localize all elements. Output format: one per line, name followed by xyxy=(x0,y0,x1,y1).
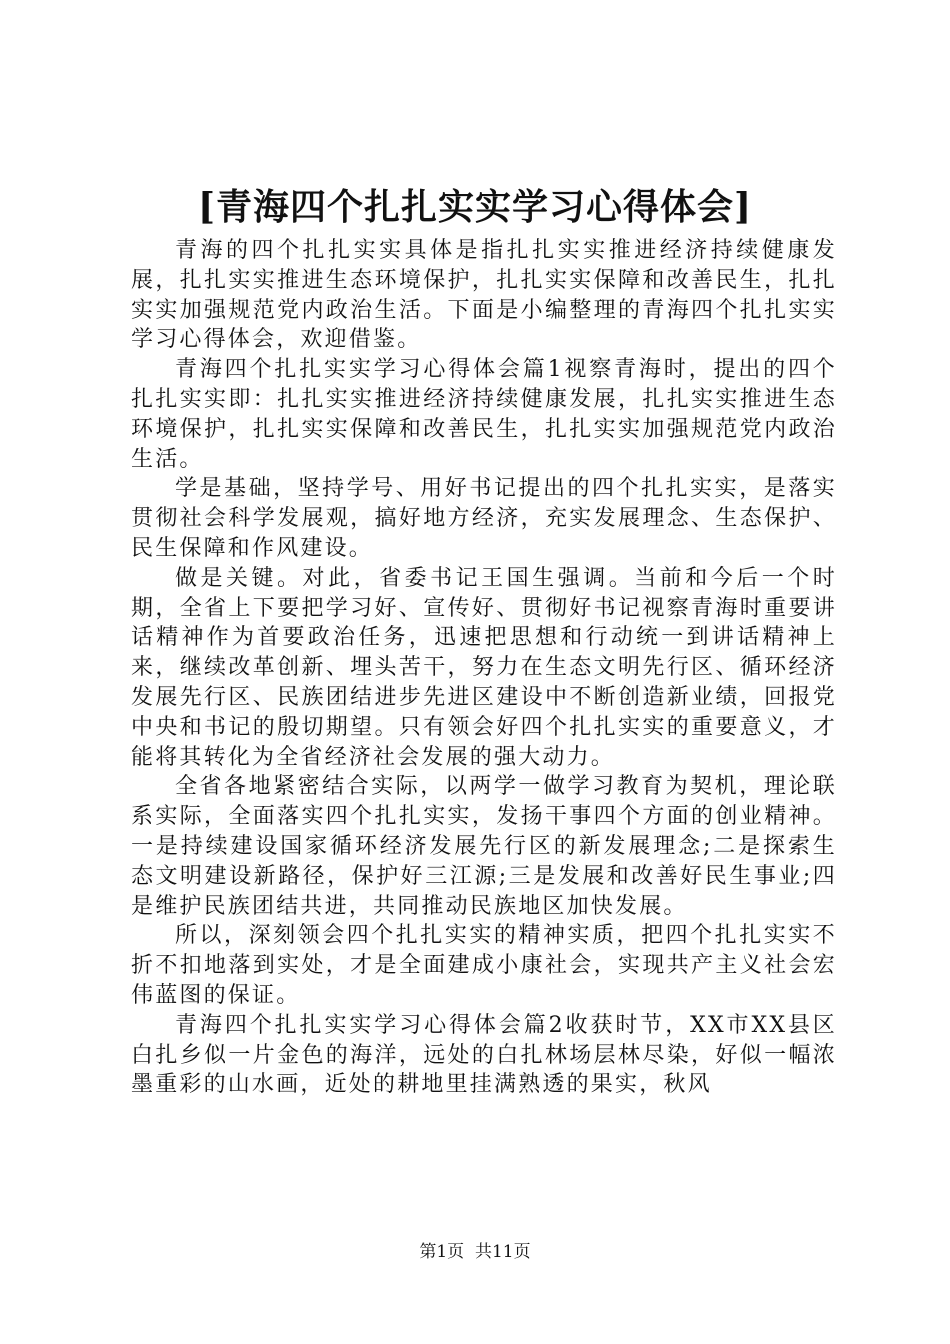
paragraph-6: 所以，深刻领会四个扎扎实实的精神实质，把四个扎扎实实不折不扣地落到实处，才是全面建成小康社会，实现共产主义社会宏伟蓝图的保证。 xyxy=(131,923,837,1008)
paragraph-7: 青海四个扎扎实实学习心得体会篇2收获时节，XX市XX县区白扎乡似一片金色的海洋，远处的白扎林场层林尽染，好似一幅浓墨重彩的山水画，近处的耕地里挂满熟透的果实，秋风 xyxy=(131,1012,837,1098)
document-body xyxy=(131,236,837,1100)
paragraph-3: 学是基础，坚持学号、用好书记提出的四个扎扎实实，是落实贯彻社会科学发展观，搞好地方经济，充实发展理念、生态保护、民生保障和作风建设。 xyxy=(131,476,837,561)
page-indicator: 第1页 共11页 xyxy=(419,1242,531,1262)
page-footer xyxy=(0,1240,950,1264)
paragraph-2: 青海四个扎扎实实学习心得体会篇1视察青海时，提出的四个扎扎实实即：扎扎实实推进经济持续健康发展，扎扎实实推进生态环境保护，扎扎实实保障和改善民生，扎扎实实加强规范党内政治生活。 xyxy=(131,357,837,472)
paragraph-5: 全省各地紧密结合实际，以两学一做学习教育为契机，理论联系实际，全面落实四个扎扎实实，发扬干事四个方面的创业精神。一是持续建设国家循环经济发展先行区的新发展理念;二是探索生态文明建设新路径，保护好三江源;三是发展和改善好民生事业;四是维护民族团结共进，共同推动民族地区加快发展。 xyxy=(131,774,837,919)
document-title: [青海四个扎扎实实学习心得体会] xyxy=(197,186,753,228)
paragraph-4: 做是关键。对此，省委书记王国生强调。当前和今后一个时期，全省上下要把学习好、宣传好、贯彻好书记视察青海时重要讲话精神作为首要政治任务，迅速把思想和行动统一到讲话精神上来，继续改革创新、埋头苦干，努力在生态文明先行区、循环经济发展先行区、民族团结进步先进区建设中不断创造新业绩，回报党中央和书记的殷切期望。只有领会好四个扎扎实实的重要意义，才能将其转化为全省经济社会发展的强大动力。 xyxy=(131,565,837,770)
paragraph-1: 青海的四个扎扎实实具体是指扎扎实实推进经济持续健康发展，扎扎实实推进生态环境保护，扎扎实实保障和改善民生，扎扎实实加强规范党内政治生活。下面是小编整理的青海四个扎扎实实学习心得体会，欢迎借鉴。 xyxy=(131,238,837,353)
